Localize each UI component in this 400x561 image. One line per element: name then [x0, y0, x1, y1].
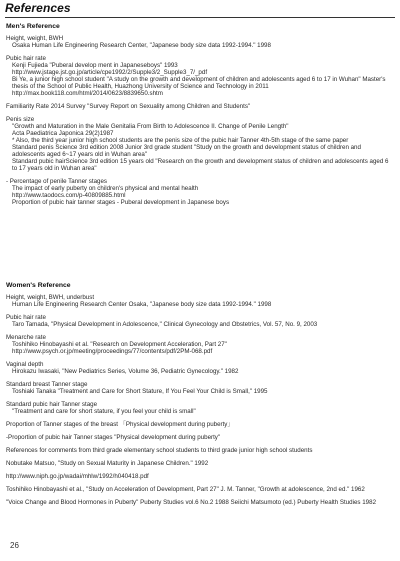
page-number: 26	[10, 541, 19, 550]
reference-citation: http://www.jstage.jst.go.jp/article/cpe1992/2/Supple3/2_Supple3_7/_pdf	[12, 69, 208, 76]
reference-citation: Standard penis Science 3rd edition 2008 Junior 3rd grade student "Study on the growth and development status of children and adolescents aged 6~17 years old in Wuhan area"	[12, 144, 361, 158]
womens-reference-entry	[6, 401, 394, 415]
reference-citation: Standard pubic hairScience 3rd edition 15 years old "Research on the growth and development status of children and adolescents aged 6 to 17 years old in Wuhan area"	[12, 158, 389, 172]
reference-label: Nobutake Matsuo, "Study on Sexual Maturity in Japanese Children." 1992	[6, 460, 209, 467]
reference-label: http://www.niph.go.jp/wadai/mhlw/1992/h040418.pdf	[6, 473, 149, 480]
reference-citation: Kenji Fujieda "Puberal develop ment in Japaneseboys" 1993	[12, 62, 178, 69]
reference-citation: Toshiaki Tanaka "Treatment and Care for Short Stature, If You Feel Your Child is Small," 1995	[12, 388, 268, 395]
reference-label: Penis size	[6, 116, 35, 123]
womens-reference-entry	[6, 486, 394, 493]
reference-label: Height, weight, BWH	[6, 35, 64, 42]
reference-citation: Human Life Engineering Research Center Osaka, "Japanese body size data 1992-1994." 1998	[12, 301, 272, 308]
reference-citation: "Growth and Maturation in the Male Genitalia From Birth to Adolescence II. Change of Penile Length"	[12, 123, 289, 130]
mens-reference-entry	[6, 178, 394, 206]
reference-citation: Osaka Human Life Engineering Research Center, "Japanese body size data 1992-1994." 1998	[12, 42, 271, 49]
mens-reference-entry	[6, 35, 394, 49]
reference-label: Height, weight, BWH, underbust	[6, 294, 95, 301]
reference-label: -Proportion of pubic hair Tanner stages "Physical development during puberty"	[6, 434, 221, 441]
womens-reference-heading: Women's Reference	[6, 282, 71, 289]
reference-label: Menarche rate	[6, 334, 46, 341]
reference-label: Proportion of Tanner stages of the breast 「Physical development during puberty」	[6, 421, 234, 428]
mens-reference-section	[6, 23, 394, 212]
womens-reference-entry	[6, 361, 394, 375]
reference-label: Toshihiko Hinobayashi et al., "Study on Acceleration of Development, Part 27" J. M. Tanner, "Growth at adolescence, 2nd ed." 1962	[6, 486, 365, 493]
reference-label: - Percentage of penile Tanner stages	[6, 178, 108, 185]
reference-citation: The impact of early puberty on children's physical and mental health	[12, 185, 199, 192]
reference-label: Standard breast Tanner stage	[6, 381, 88, 388]
reference-citation: Toshihiko Hinobayashi et al. "Research on Development Acceleration, Part 27"	[12, 341, 227, 348]
reference-label: Vaginal depth	[6, 361, 44, 368]
reference-citation: Acta Paediatrica Japonica 29(2)1987	[12, 130, 114, 137]
womens-reference-entry	[6, 447, 394, 454]
womens-reference-entry	[6, 334, 394, 355]
womens-reference-section	[6, 282, 394, 512]
womens-reference-list	[6, 294, 394, 506]
womens-reference-entry	[6, 473, 394, 480]
womens-reference-entry	[6, 460, 394, 467]
mens-reference-entry	[6, 55, 394, 97]
mens-reference-entry	[6, 103, 394, 110]
reference-citation: Taro Tamada, "Physical Development in Adolescence," Clinical Gynecology and Obstetrics, Vol. 57, No. 9, 2003	[12, 321, 318, 328]
mens-reference-list	[6, 35, 394, 206]
reference-citation: http://www.taodocs.com/p-40809885.html	[12, 192, 126, 199]
womens-reference-entry	[6, 434, 394, 441]
reference-citation: http://max.book118.com/html/2014/0623/8839650.shtm	[12, 90, 163, 97]
womens-reference-entry	[6, 294, 394, 308]
reference-label: Familiarity Rate 2014 Survey "Survey Report on Sexuality among Children and Students"	[6, 103, 251, 110]
womens-reference-entry	[6, 314, 394, 328]
reference-label: References for comments from third grade elementary school students to third grade junior high school students	[6, 447, 313, 454]
reference-citation: Hirokazu Iwasaki, "New Pediatrics Series, Volume 36, Pediatric Gynecology." 1982	[12, 368, 239, 375]
reference-label: "Voice Change and Blood Hormones in Puberty" Puberty Studies vol.6 No.2 1988 Seiichi Matsumoto (ed.) Puberty Health Studies 1982	[6, 499, 377, 506]
reference-citation: Proportion of pubic hair tanner stages - Puberal development in Japanese boys	[12, 199, 230, 206]
mens-reference-heading: Men's Reference	[6, 23, 60, 30]
reference-citation: http://www.psych.or.jp/meeting/proceedings/77/contents/pdf/2PM-068.pdf	[12, 348, 213, 355]
reference-citation: "Treatment and care for short stature, if you feel your child is small"	[12, 408, 196, 415]
title-rule	[5, 17, 395, 18]
reference-citation: * Also, the third year junior high school students are the penis size of the pubic hair Tanner 4th-5th stage of the same paper	[12, 137, 349, 144]
womens-reference-entry	[6, 499, 394, 506]
reference-label: Pubic hair rate	[6, 314, 46, 321]
womens-reference-entry	[6, 381, 394, 395]
reference-label: Pubic hair rate	[6, 55, 46, 62]
womens-reference-entry	[6, 421, 394, 428]
mens-reference-entry	[6, 116, 394, 172]
reference-label: Standard pubic hair Tanner stage	[6, 401, 98, 408]
page-title: References	[5, 1, 71, 15]
reference-citation: Bi Ye, a junior high school student "A study on the growth and development of children and adolescents aged 6 to 17 in Wuhan" Master's thesis of the School of Public Health, Huazhong University of Science and Technology in 2011	[12, 76, 386, 90]
